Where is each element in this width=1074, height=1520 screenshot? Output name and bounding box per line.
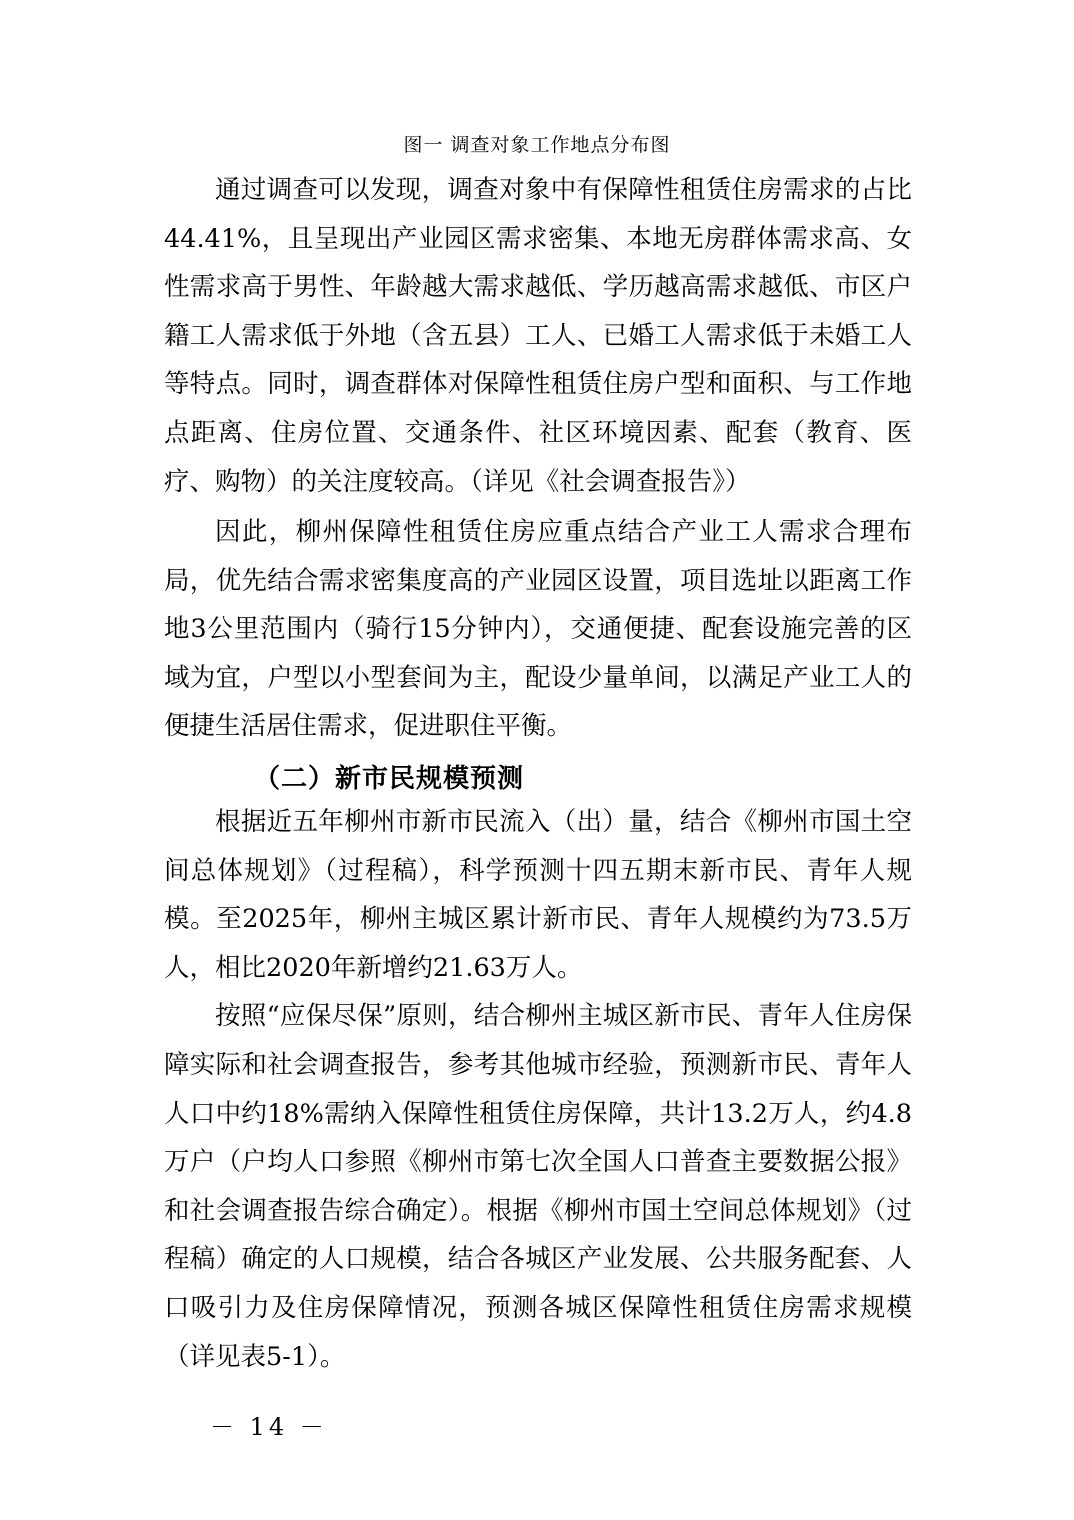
section-heading: （二）新市民规模预测 — [254, 764, 525, 794]
body-text-block-1 — [164, 166, 912, 506]
figure-caption: 图一 调查对象工作地点分布图 — [403, 134, 671, 156]
paragraph-survey-findings: 通过调查可以发现，调查对象中有保障性租赁住房需求的占比44.41%，且呈现出产业园区需求密集、本地无房群体需求高、女性需求高于男性、年龄越大需求越低、学历越高需求越低、市区户籍工人需求低于外地（含五县）工人、已婚工人需求低于未婚工人等特点。同时，调查群体对保障性租赁住房户型和面积、与工作地点距离、住房位置、交通条件、社区环境因素、配套（教育、医疗、购物）的关注度较高。（详见《社会调查报告》） — [164, 175, 912, 497]
page-number: － 14 － — [210, 1413, 328, 1441]
paragraph-population-forecast: 根据近五年柳州市新市民流入（出）量，结合《柳州市国土空间总体规划》（过程稿），科学预测十四五期末新市民、青年人规模。至2025年，柳州主城区累计新市民、青年人规模约为73.5万人，相比2020年新增约21.63万人。 — [164, 807, 912, 983]
body-text-block-3 — [164, 798, 912, 1381]
paragraph-layout-recommendation: 因此，柳州保障性租赁住房应重点结合产业工人需求合理布局，优先结合需求密集度高的产业园区设置，项目选址以距离工作地3公里范围内（骑行15分钟内），交通便捷、配套设施完善的区域为宜，户型以小型套间为主，配设少量单间，以满足产业工人的便捷生活居住需求，促进职住平衡。 — [164, 517, 912, 742]
paragraph-demand-scale: 按照“应保尽保”原则，结合柳州主城区新市民、青年人住房保障实际和社会调查报告，参考其他城市经验，预测新市民、青年人人口中约18%需纳入保障性租赁住房保障，共计13.2万人，约4.8万户（户均人口参照《柳州市第七次全国人口普查主要数据公报》和社会调查报告综合确定）。根据《柳州市国土空间总体规划》（过程稿）确定的人口规模，结合各城区产业发展、公共服务配套、人口吸引力及住房保障情况，预测各城区保障性租赁住房需求规模（详见表5-1）。 — [164, 1001, 912, 1372]
body-text-block-2 — [164, 508, 912, 751]
